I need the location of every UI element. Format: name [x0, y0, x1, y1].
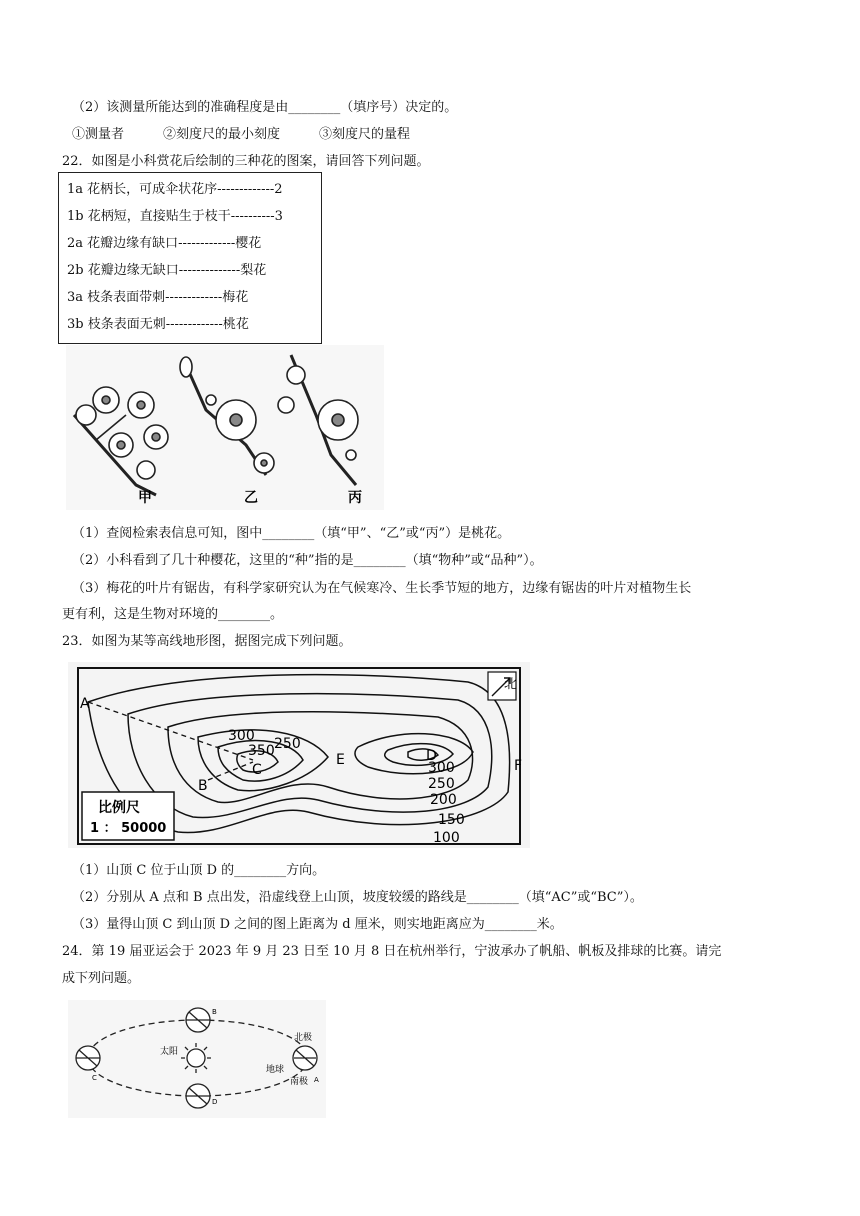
q22-part2: （2）小科看到了几十种樱花，这里的“种”指的是________（填“物种”或“品种”）。 — [72, 553, 543, 568]
north-label: 北 — [504, 677, 518, 692]
q23-part2: （2）分别从 A 点和 B 点出发，沿虚线登上山顶，坡度较缓的路线是________（填“AC”或“BC”）。 — [72, 890, 643, 905]
position-a-label: A — [314, 1076, 319, 1084]
q23-part1: （1）山顶 C 位于山顶 D 的________方向。 — [72, 863, 326, 878]
point-a: A — [80, 696, 90, 712]
q22-part1: （1）查阅检索表信息可知，图中________（填“甲”、“乙”或“丙”）是桃花。 — [72, 526, 511, 541]
contour-label: 100 — [433, 830, 460, 846]
earth-position-b-icon — [186, 1008, 210, 1032]
point-d: D — [426, 748, 437, 764]
key-row: 2b 花瓣边缘无缺口--------------梨花 — [67, 263, 267, 278]
contour-label: 250 — [428, 776, 455, 792]
position-c-label: C — [92, 1074, 97, 1082]
earth-label: 地球 — [266, 1065, 285, 1075]
south-pole-label: 南极 — [290, 1077, 309, 1087]
scale-title: 比例尺 — [98, 800, 140, 816]
sun-label: 太阳 — [160, 1047, 179, 1057]
flower-label-jia: 甲 — [138, 490, 152, 506]
q22-stem: 22．如图是小科赏花后绘制的三种花的图案，请回答下列问题。 — [62, 154, 430, 169]
flower-label-yi: 乙 — [244, 490, 258, 506]
contour-map — [68, 662, 530, 848]
earth-position-a-icon — [293, 1046, 317, 1070]
contour-label: 350 — [248, 743, 275, 759]
key-row: 2a 花瓣边缘有缺口-------------樱花 — [67, 236, 262, 251]
q22-part3-line2: 更有利，这是生物对环境的________。 — [62, 607, 284, 622]
q21-options: ①测量者 ②刻度尺的最小刻度 ③刻度尺的量程 — [72, 127, 411, 142]
contour-label: 150 — [438, 812, 465, 828]
key-row: 3b 枝条表面无刺-------------桃花 — [67, 317, 249, 332]
position-b-label: B — [212, 1008, 217, 1016]
q24-stem-line2: 成下列问题。 — [62, 971, 141, 986]
point-b: B — [198, 778, 208, 794]
flower-label-bing: 丙 — [348, 490, 362, 506]
q23-stem: 23．如图为某等高线地形图，据图完成下列问题。 — [62, 634, 352, 649]
key-row: 1a 花柄长，可成伞状花序-------------2 — [67, 182, 283, 197]
point-c: C — [252, 762, 262, 778]
earth-position-c-icon — [76, 1046, 100, 1070]
point-f: F — [514, 758, 523, 774]
q24-stem-line1: 24．第 19 届亚运会于 2023 年 9 月 23 日至 10 月 8 日在杭州举行，宁波承办了帆船、帆板及排球的比赛。请完 — [62, 944, 722, 959]
q21-part2: （2）该测量所能达到的准确程度是由________（填序号）决定的。 — [72, 100, 458, 115]
earth-orbit-diagram — [68, 1000, 326, 1118]
flower-figure — [66, 345, 384, 510]
north-pole-label: 北极 — [294, 1033, 313, 1043]
point-e: E — [336, 752, 345, 768]
position-d-label: D — [212, 1098, 218, 1106]
q23-part3: （3）量得山顶 C 到山顶 D 之间的图上距离为 d 厘米，则实地距离应为________米。 — [72, 917, 563, 932]
scale-value: 1 ： 50000 — [90, 821, 167, 836]
contour-label: 300 — [428, 760, 455, 776]
key-row: 3a 枝条表面带刺-------------梅花 — [67, 290, 249, 305]
contour-label: 250 — [274, 736, 301, 752]
contour-label: 300 — [228, 728, 255, 744]
q22-part3-line1: （3）梅花的叶片有锯齿，有科学家研究认为在气候寒冷、生长季节短的地方，边缘有锯齿的叶片对植物生长 — [72, 581, 692, 596]
contour-label: 200 — [430, 792, 457, 808]
earth-position-d-icon — [186, 1084, 210, 1108]
dichotomous-key-table — [58, 172, 322, 344]
key-row: 1b 花柄短，直接贴生于枝干----------3 — [67, 209, 283, 224]
